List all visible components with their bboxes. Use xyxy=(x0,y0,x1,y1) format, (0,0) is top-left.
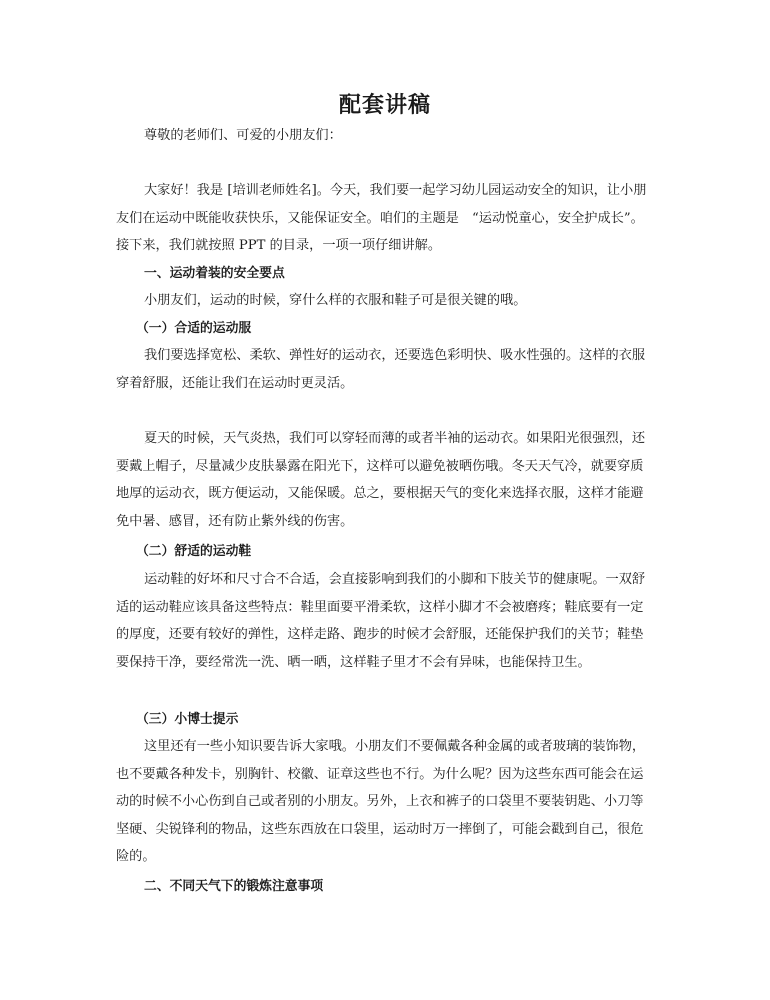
subsection-2-heading: （二）舒适的运动鞋 xyxy=(136,544,252,559)
intro-paragraph: 大家好！我是 [培训老师姓名]。今天，我们要一起学习幼儿园运动安全的知识，让小朋友们在运动中既能收获快乐，又能保证安全。咱们的主题是 “运动悦童心，安全护成长”。接下来，我们就按照 PPT 的目录，一项一项仔细讲解。 xyxy=(116,183,647,253)
section-1-heading: 一、运动着装的安全要点 xyxy=(144,266,285,281)
subsection-1-heading: （一）合适的运动服 xyxy=(136,321,252,336)
subsection-3-paragraph-1: 这里还有一些小知识要告诉大家哦。小朋友们不要佩戴各种金属的或者玻璃的装饰物，也不要戴各种发卡，别胸针、校徽、证章这些也不行。为什么呢？因为这些东西可能会在运动的时候不小心伤到自己或者别的小朋友。另外，上衣和裤子的口袋里不要装钥匙、小刀等坚硬、尖锐锋利的物品，这些东西放在口袋里，运动时万一摔倒了，可能会戳到自己，很危险的。 xyxy=(116,739,646,864)
subsection-2-paragraph-1: 运动鞋的好坏和尺寸合不合适，会直接影响到我们的小脚和下肢关节的健康呢。一双舒适的运动鞋应该具备这些特点：鞋里面要平滑柔软，这样小脚才不会被磨疼；鞋底要有一定的厚度，还要有较好的弹性，这样走路、跑步的时候才会舒服，还能保护我们的关节；鞋垫要保持干净，要经常洗一洗、晒一晒，这样鞋子里才不会有异味，也能保持卫生。 xyxy=(116,572,646,670)
subsection-1-paragraph-2: 夏天的时候，天气炎热，我们可以穿轻而薄的或者半袖的运动衣。如果阳光很强烈，还要戴上帽子，尽量减少皮肤暴露在阳光下，这样可以避免被晒伤哦。冬天天气冷，就要穿质地厚的运动衣，既方便运动，又能保暖。总之，要根据天气的变化来选择衣服，这样才能避免中暑、感冒，还有防止紫外线的伤害。 xyxy=(116,431,646,529)
section-1-lead: 小朋友们，运动的时候，穿什么样的衣服和鞋子可是很关键的哦。 xyxy=(144,293,527,308)
greeting: 尊敬的老师们、可爱的小朋友们： xyxy=(144,128,342,143)
section-2-heading: 二、不同天气下的锻炼注意事项 xyxy=(144,879,324,894)
subsection-1-paragraph-1: 我们要选择宽松、柔软、弹性好的运动衣，还要选色彩明快、吸水性强的。这样的衣服穿着舒服，还能让我们在运动时更灵活。 xyxy=(116,348,646,391)
subsection-3-heading: （三）小博士提示 xyxy=(136,712,239,727)
page-title: 配套讲稿 xyxy=(338,92,431,118)
